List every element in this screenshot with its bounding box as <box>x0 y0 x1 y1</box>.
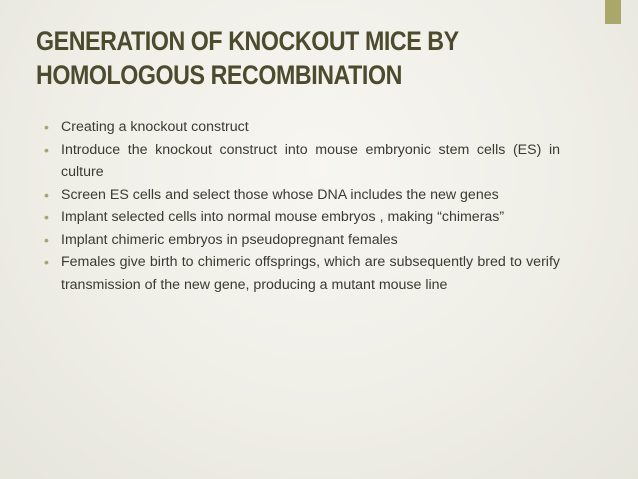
bullet-text: Creating a knockout construct <box>61 119 249 135</box>
bullet-item <box>44 206 560 229</box>
corner-accent-bar <box>605 0 621 24</box>
bullet-icon: • <box>44 231 49 248</box>
bullet-item <box>44 229 560 252</box>
bullet-icon: • <box>44 119 49 135</box>
bullet-item <box>44 251 560 296</box>
bullet-icon: • <box>44 141 49 158</box>
bullet-text: Implant selected cells into normal mouse embryos , making “chimeras” <box>61 209 505 225</box>
bullet-icon: • <box>44 209 49 225</box>
bullet-item <box>44 184 560 207</box>
bullet-item <box>44 116 560 139</box>
slide-title <box>36 24 535 92</box>
bullet-list <box>44 116 560 296</box>
bullet-item <box>44 139 560 184</box>
bullet-text: Implant chimeric embryos in pseudopregnant females <box>61 231 398 248</box>
bullet-icon: • <box>44 254 49 270</box>
bullet-text: Screen ES cells and select those whose DNA includes the new genes <box>61 186 499 203</box>
bullet-text: Females give birth to chimeric offsprings, which are subsequently bred to verify transmission of the new gene, producing a mutant mouse line <box>61 254 560 293</box>
bullet-text: Introduce the knockout construct into mouse embryonic stem cells (ES) in culture <box>61 141 560 180</box>
title-line-2: HOMOLOGOUS RECOMBINATION <box>36 60 402 90</box>
title-line-1: GENERATION OF KNOCKOUT MICE BY <box>36 26 459 56</box>
bullet-icon: • <box>44 186 49 203</box>
